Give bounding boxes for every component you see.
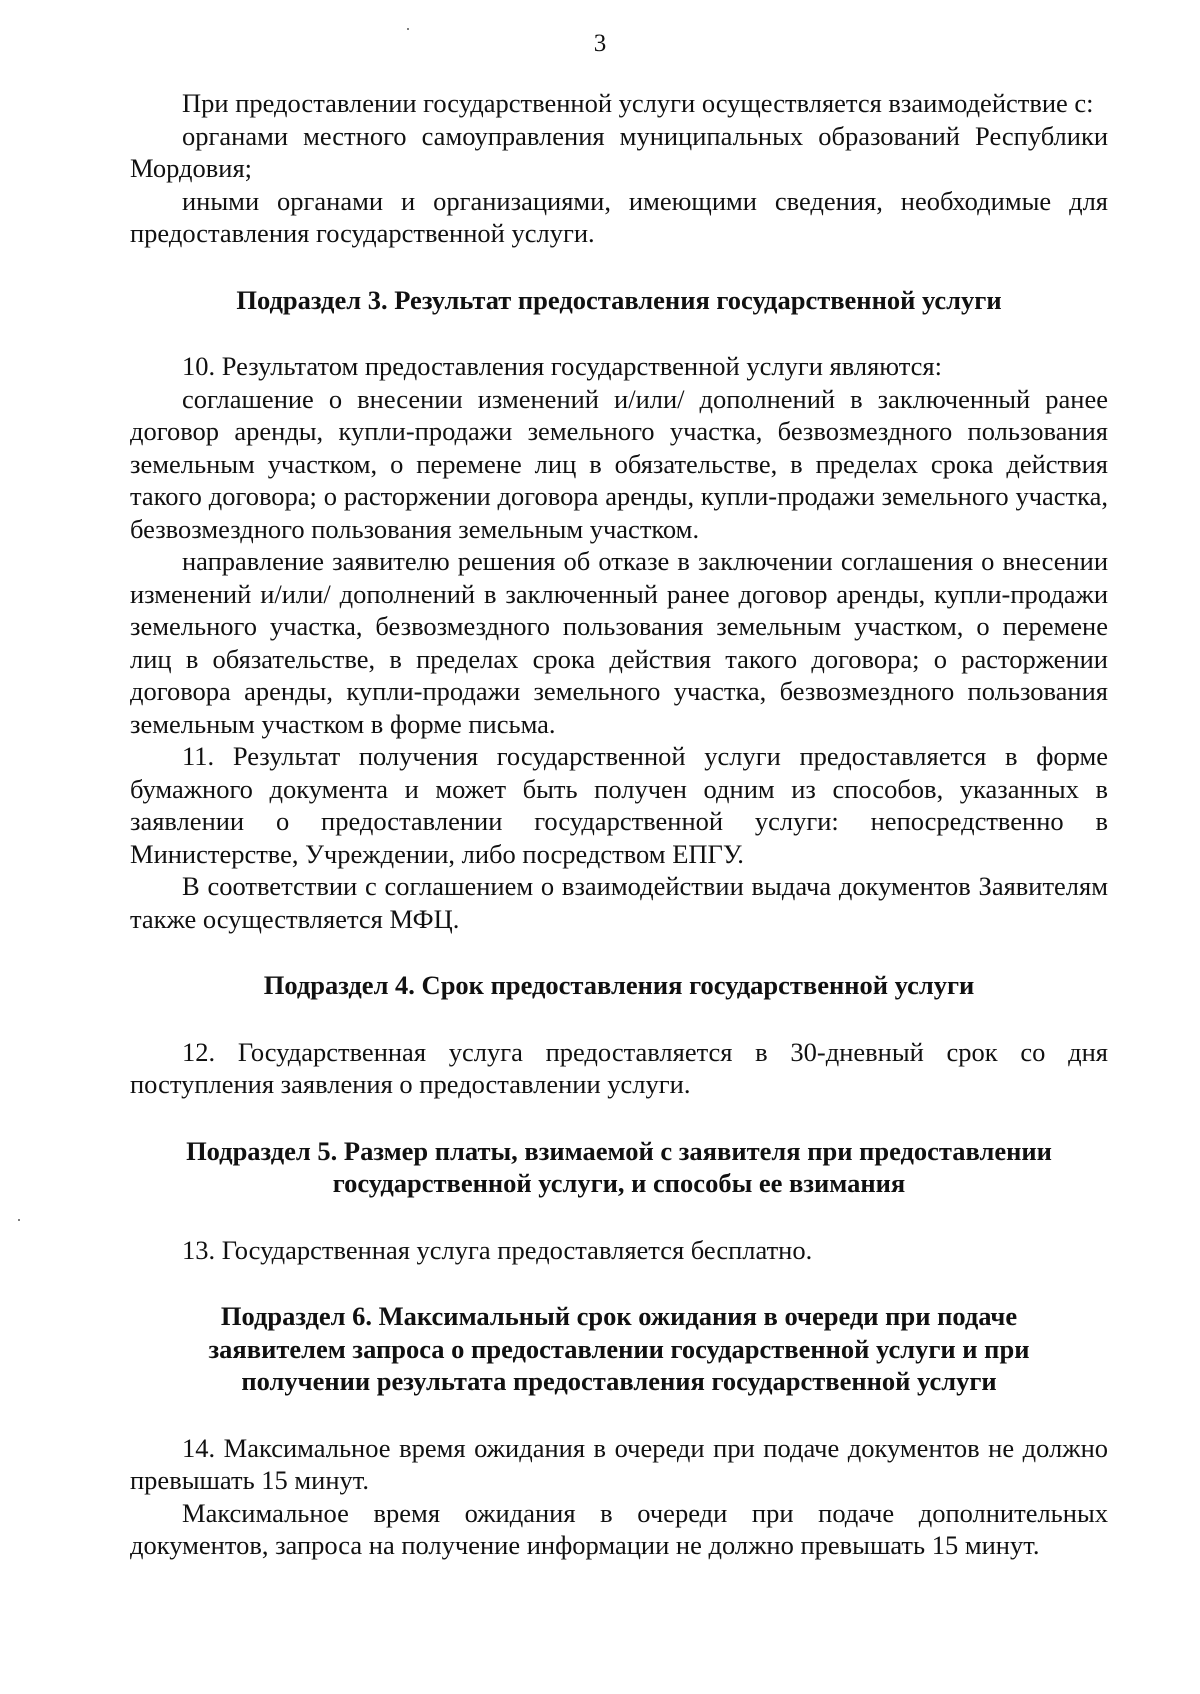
document-body (130, 87, 1108, 1562)
paragraph: При предоставлении государственной услуги осуществляется взаимодействие с: (182, 88, 1094, 118)
section-heading-line: Подраздел 5. Размер платы, взимаемой с заявителя при предоставлении (186, 1135, 1052, 1166)
section-heading-line: государственной услуги, и способы ее взимания (332, 1168, 906, 1198)
paragraph: 14. Максимальное время ожидания в очереди при подаче документов не должно превышать 15 минут. (130, 1432, 1108, 1495)
scan-speck (407, 28, 409, 30)
paragraph: В соответствии с соглашением о взаимодействии выдача документов Заявителям также осуществляется МФЦ. (130, 871, 1108, 934)
section-heading-line: получении результата предоставления государственной услуги (241, 1366, 997, 1396)
paragraph: 13. Государственная услуга предоставляется бесплатно. (182, 1234, 813, 1265)
paragraph: Максимальное время ожидания в очереди при подаче дополнительных документов, запроса на получение информации не должно превышать 15 минут. (130, 1497, 1108, 1560)
section-heading-block (130, 1300, 1108, 1398)
paragraph: направление заявителю решения об отказе в заключении соглашения о внесении изменений и/или/ дополнений в заключенный ранее договор аренды, купли-продажи земельного участка, безвозмездного пользования земельным участком, о перемене лиц в обязательстве, в пределах срока действия такого договора; о расторжении договора аренды, купли-продажи земельного участка, безвозмездного пользования земельным участком в форме письма. (130, 546, 1108, 739)
paragraph: 11. Результат получения государственной услуги предоставляется в форме бумажного документа и может быть получен одним из способов, указанных в заявлении о предоставлении государственной услуги: непосредственно в Министерстве, Учреждении, либо посредством ЕПГУ. (130, 741, 1108, 869)
paragraph: органами местного самоуправления муниципальных образований Республики Мордовия; (130, 120, 1108, 183)
paragraph: соглашение о внесении изменений и/или/ дополнений в заключенный ранее договор аренды, купли-продажи земельного участка, безвозмездного пользования земельным участком, о перемене лиц в обязательстве, в пределах срока действия такого договора; о расторжении договора аренды, купли-продажи земельного участка, безвозмездного пользования земельным участком. (130, 383, 1108, 544)
paragraph: 10. Результатом предоставления государственной услуги являются: (182, 351, 942, 381)
paragraph: иными органами и организациями, имеющими сведения, необходимые для предоставления государственной услуги. (130, 185, 1108, 248)
section-heading-block (130, 1135, 1108, 1200)
section-heading-line: Подраздел 6. Максимальный срок ожидания в очереди при подаче (220, 1301, 1018, 1331)
paragraph: 12. Государственная услуга предоставляется в 30-дневный срок со дня поступления заявления о предоставлении услуги. (130, 1036, 1108, 1099)
section-heading: Подраздел 4. Срок предоставления государственной услуги (263, 970, 975, 1000)
section-heading-line: заявителем запроса о предоставлении государственной услуги и при (208, 1333, 1030, 1364)
scan-speck (18, 1219, 20, 1221)
section-heading: Подраздел 3. Результат предоставления государственной услуги (236, 284, 1002, 315)
page-number: 3 (593, 30, 607, 57)
